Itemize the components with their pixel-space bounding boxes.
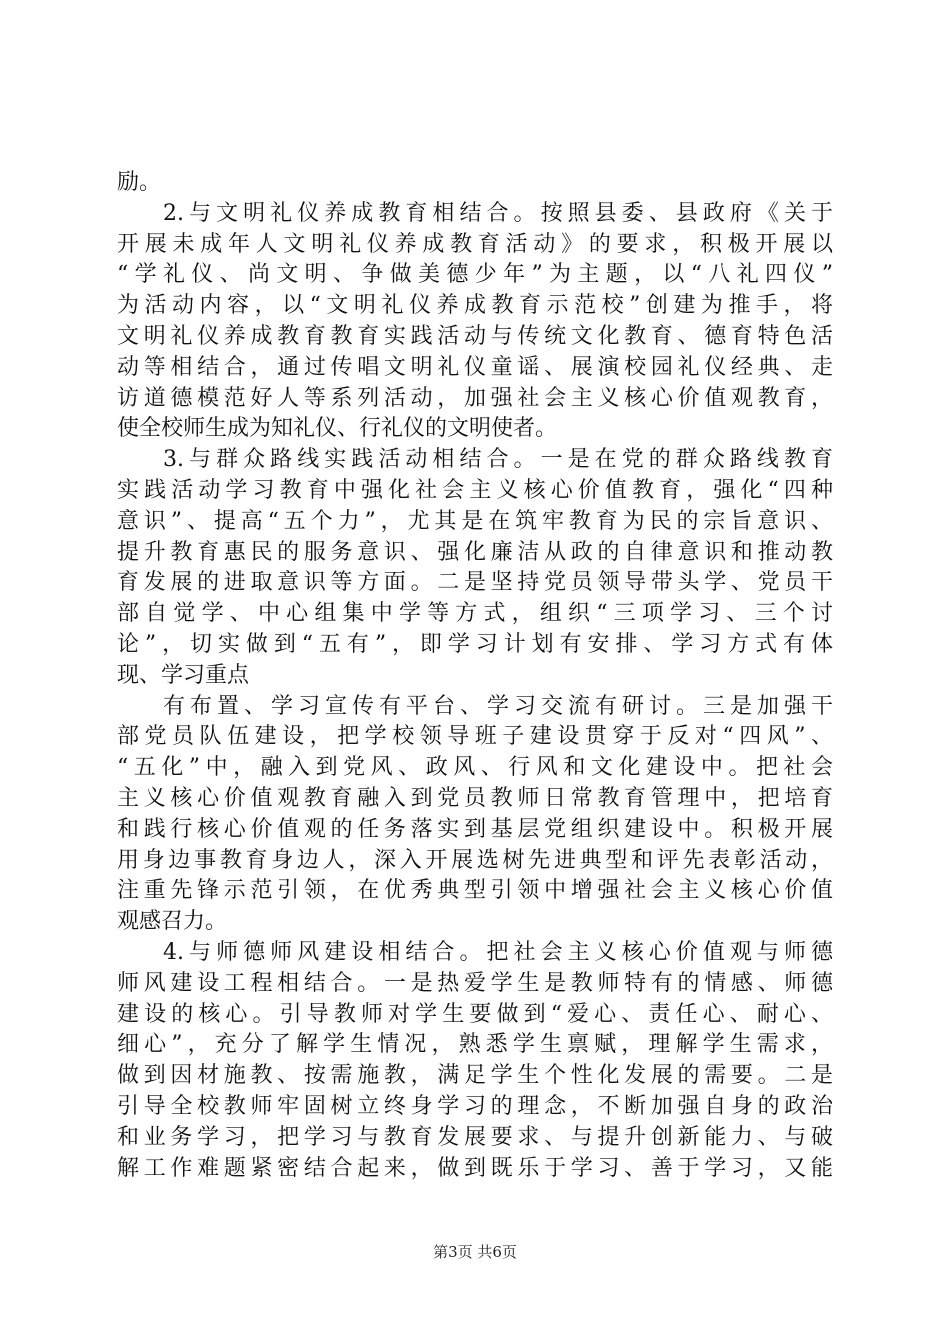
text-line: 用身边事教育身边人，深入开展选树先进典型和评先表彰活动， <box>117 847 833 873</box>
text-line: 部自觉学、中心组集中学等方式，组织“三项学习、三个讨 <box>117 601 833 627</box>
text-line: 4.与师德师风建设相结合。把社会主义核心价值观与师德 <box>163 939 833 965</box>
text-line: 开展未成年人文明礼仪养成教育活动》的要求，积极开展以 <box>117 231 833 257</box>
text-line: 访道德模范好人等系列活动，加强社会主义核心价值观教育， <box>117 385 833 411</box>
text-line: 解工作难题紧密结合起来，做到既乐于学习、善于学习，又能 <box>117 1155 833 1181</box>
text-line: 2.与文明礼仪养成教育相结合。按照县委、县政府《关于 <box>163 200 833 226</box>
text-line: 励。 <box>117 170 162 195</box>
text-line: 部党员队伍建设，把学校领导班子建设贯穿于反对“四风”、 <box>117 724 833 750</box>
text-line: 师风建设工程相结合。一是热爱学生是教师特有的情感、师德 <box>117 970 833 996</box>
text-line: 动等相结合，通过传唱文明礼仪童谣、展演校园礼仪经典、走 <box>117 354 833 380</box>
text-line: 做到因材施教、按需施教，满足学生个性化发展的需要。二是 <box>117 1063 833 1089</box>
text-line: 论”，切实做到“五有”，即学习计划有安排、学习方式有体 <box>117 631 833 657</box>
text-line: 有布置、学习宣传有平台、学习交流有研讨。三是加强干 <box>163 693 833 719</box>
text-line: 为活动内容，以“文明礼仪养成教育示范校”创建为推手，将 <box>117 293 833 319</box>
document-body <box>117 168 833 1184</box>
text-line: 注重先锋示范引领，在优秀典型引领中增强社会主义核心价值 <box>117 878 833 904</box>
text-line: “五化”中，融入到党风、政风、行风和文化建设中。把社会 <box>117 755 833 781</box>
text-line: 和践行核心价值观的任务落实到基层党组织建设中。积极开展 <box>117 816 833 842</box>
text-line: 引导全校教师牢固树立终身学习的理念，不断加强自身的政治 <box>117 1093 833 1119</box>
text-line: 建设的核心。引导教师对学生要做到“爱心、责任心、耐心、 <box>117 1001 833 1027</box>
text-line: 使全校师生成为知礼仪、行礼仪的文明使者。 <box>117 416 558 442</box>
text-line: 细心”，充分了解学生情况，熟悉学生禀赋，理解学生需求， <box>117 1032 833 1058</box>
text-line: 提升教育惠民的服务意识、强化廉洁从政的自律意识和推动教 <box>117 539 833 565</box>
text-line: 育发展的进取意识等方面。二是坚持党员领导带头学、党员干 <box>117 570 833 596</box>
text-line: 3.与群众路线实践活动相结合。一是在党的群众路线教育 <box>163 447 833 473</box>
text-line: 实践活动学习教育中强化社会主义核心价值教育，强化“四种 <box>117 477 833 503</box>
text-line: 观感召力。 <box>117 909 228 935</box>
text-line: 主义核心价值观教育融入到党员教师日常教育管理中，把培育 <box>117 785 833 811</box>
text-line: 意识”、提高“五个力”，尤其是在筑牢教育为民的宗旨意识、 <box>117 508 833 534</box>
page-footer: 第3页 共6页 <box>433 1243 517 1261</box>
text-line: 现、学习重点 <box>117 662 250 688</box>
text-line: “学礼仪、尚文明、争做美德少年”为主题，以“八礼四仪” <box>117 262 833 288</box>
text-line: 和业务学习，把学习与教育发展要求、与提升创新能力、与破 <box>117 1124 833 1150</box>
text-line: 文明礼仪养成教育教育实践活动与传统文化教育、德育特色活 <box>117 323 833 349</box>
